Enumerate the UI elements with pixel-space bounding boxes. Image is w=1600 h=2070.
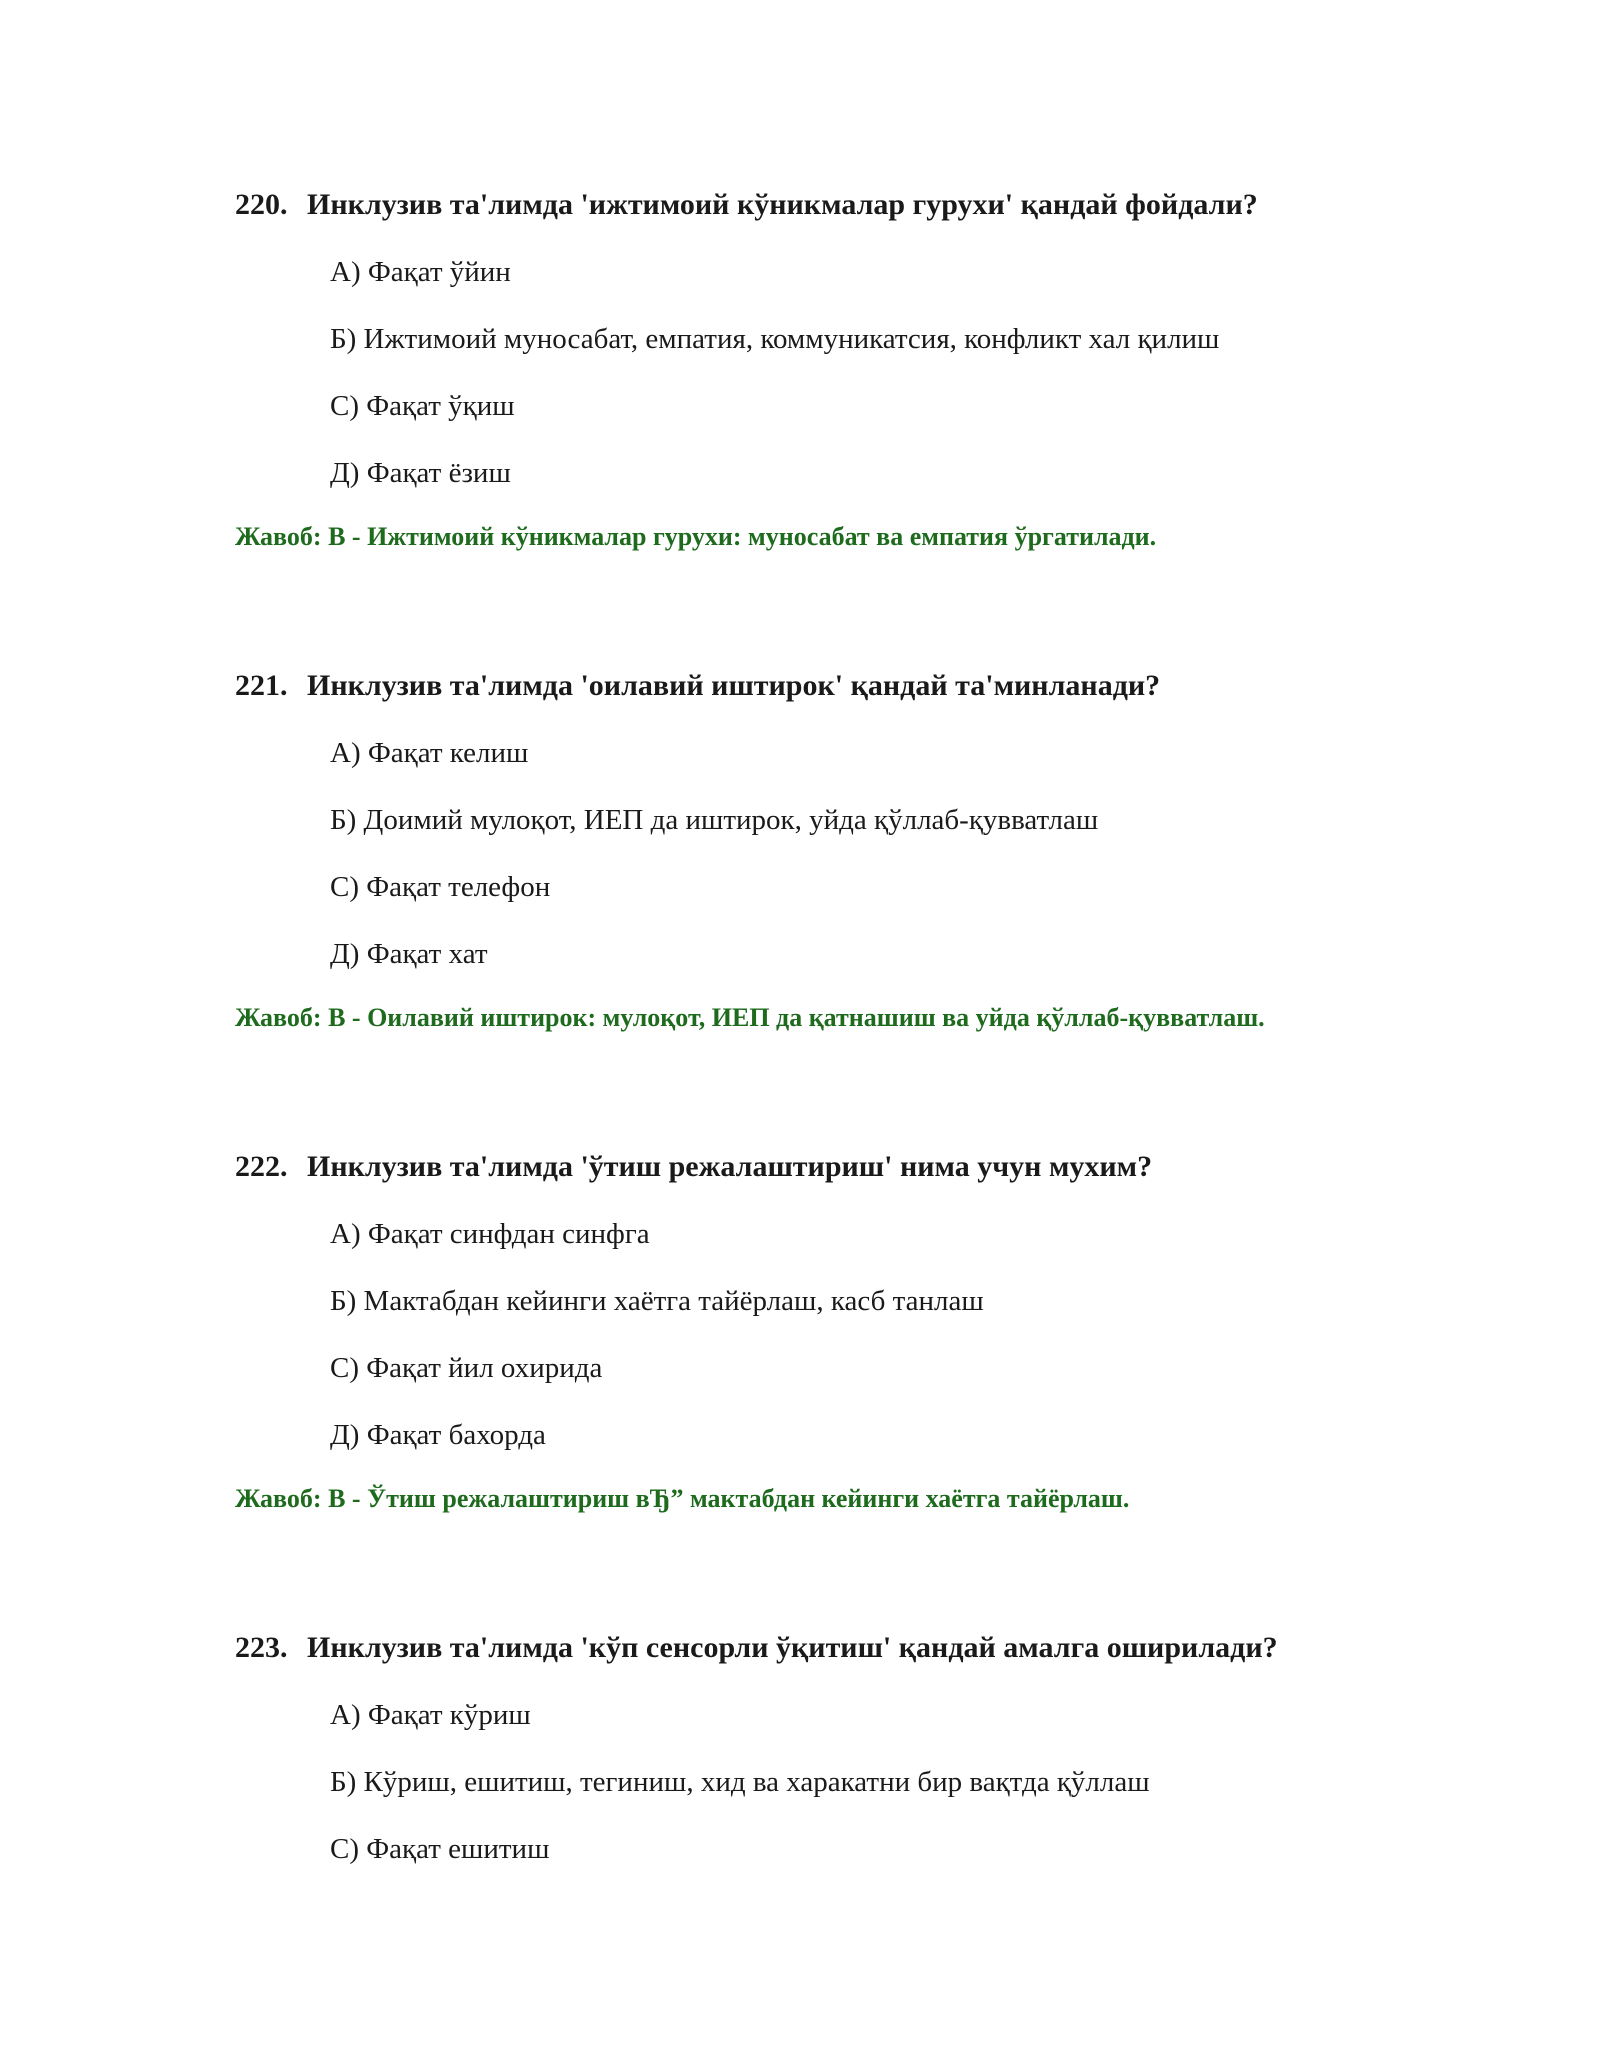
option-b: Б) Мактабдан кейинги хаётга тайёрлаш, касб танлаш	[330, 1285, 984, 1317]
question-block-222	[235, 1147, 1375, 1518]
question-text: Инклузив та'лимда 'ўтиш режалаштириш' нима учун мухим?	[307, 1150, 1153, 1183]
option-b: Б) Доимий мулоқот, ИЕП да иштирок, уйда қўллаб-қувватлаш	[330, 804, 1099, 836]
question-block-223	[235, 1628, 1375, 1869]
option-a: А) Фақат келиш	[330, 737, 529, 769]
question-heading	[235, 666, 1375, 706]
option-c: С) Фақат телефон	[330, 871, 551, 903]
option-b: Б) Ижтимоий муносабат, емпатия, коммуникатсия, конфликт хал қилиш	[330, 323, 1220, 355]
question-heading	[235, 1147, 1375, 1187]
option-a: А) Фақат синфдан синфга	[330, 1218, 650, 1250]
option-c: С) Фақат ешитиш	[330, 1833, 550, 1865]
question-block-220	[235, 185, 1375, 556]
question-heading	[235, 185, 1375, 225]
option-d: Д) Фақат хат	[330, 938, 488, 970]
option-d: Д) Фақат ёзиш	[330, 457, 511, 489]
question-text: Инклузив та'лимда 'ижтимоий кўникмалар гурухи' қандай фойдали?	[307, 188, 1258, 221]
document-page	[235, 185, 1375, 1869]
option-a: А) Фақат кўриш	[330, 1699, 531, 1731]
answer-text: Жавоб: B - Ўтиш режалаштириш вЂ” мактабдан кейинги хаётга тайёрлаш.	[235, 1484, 1130, 1513]
spacer	[235, 1063, 1375, 1147]
question-number: 220.	[235, 188, 288, 221]
option-c: С) Фақат йил охирида	[330, 1352, 603, 1384]
question-block-221	[235, 666, 1375, 1037]
question-text: Инклузив та'лимда 'оилавий иштирок' қандай та'минланади?	[307, 669, 1161, 702]
option-a: А) Фақат ўйин	[330, 256, 511, 288]
options-list	[235, 252, 1375, 493]
question-heading	[235, 1628, 1375, 1668]
question-number: 222.	[235, 1150, 288, 1183]
option-d: Д) Фақат бахорда	[330, 1419, 546, 1451]
spacer	[235, 582, 1375, 666]
answer-text: Жавоб: B - Оилавий иштирок: мулоқот, ИЕП да қатнашиш ва уйда қўллаб-қувватлаш.	[235, 1003, 1265, 1032]
spacer	[235, 1544, 1375, 1628]
question-number: 221.	[235, 669, 288, 702]
option-b: Б) Кўриш, ешитиш, тегиниш, хид ва харакатни бир вақтда қўллаш	[330, 1766, 1150, 1798]
question-text: Инклузив та'лимда 'кўп сенсорли ўқитиш' қандай амалга оширилади?	[307, 1631, 1278, 1664]
question-number: 223.	[235, 1631, 288, 1664]
options-list	[235, 1214, 1375, 1455]
answer-text: Жавоб: B - Ижтимоий кўникмалар гурухи: муносабат ва емпатия ўргатилади.	[235, 522, 1157, 551]
options-list	[235, 733, 1375, 974]
options-list	[235, 1695, 1375, 1869]
option-c: С) Фақат ўқиш	[330, 390, 515, 422]
